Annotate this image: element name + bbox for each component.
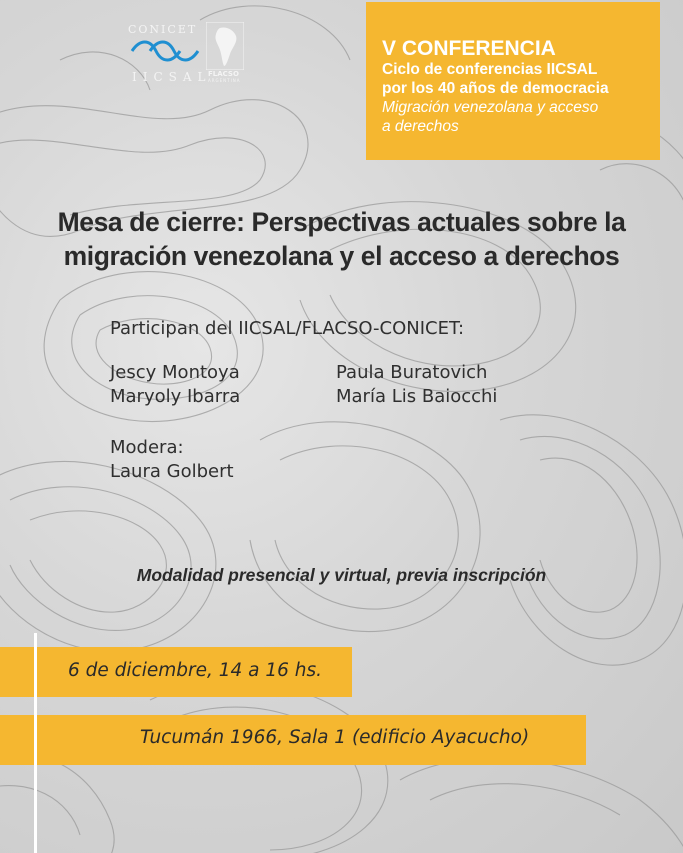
- event-date: 6 de diciembre, 14 a 16 hs.: [68, 660, 323, 681]
- participant-name: Paula Buratovich: [336, 362, 488, 383]
- moderator-name: Laura Golbert: [110, 461, 234, 482]
- topic-line-2: a derechos: [382, 118, 459, 135]
- participant-name: Jescy Montoya: [110, 362, 240, 383]
- participant-name: Maryoly Ibarra: [110, 386, 241, 407]
- page-title: [40, 205, 643, 273]
- conicet-wave-icon: [130, 38, 200, 64]
- cycle-line-2: por los 40 años de democracia: [382, 80, 609, 97]
- flacso-logo-text: FLACSO: [208, 70, 239, 78]
- conicet-logo-text: CONICET: [128, 23, 198, 36]
- participants-heading: Participan del IICSAL/FLACSO-CONICET:: [110, 318, 465, 339]
- conference-number: V CONFERENCIA: [382, 37, 556, 60]
- conference-badge: [366, 2, 660, 160]
- location-band: [0, 715, 586, 765]
- modality-text: Modalidad presencial y virtual, previa inscripción: [136, 565, 547, 585]
- logo-group: [120, 18, 250, 88]
- date-band: [0, 647, 352, 697]
- cycle-line-1: Ciclo de conferencias IICSAL: [382, 61, 598, 78]
- decorative-vertical-line: [34, 633, 37, 853]
- participant-name: María Lis Baiocchi: [336, 386, 498, 407]
- topic-line-1: Migración venezolana y acceso: [382, 99, 599, 116]
- title-line-2: migración venezolana y el acceso a derechos: [63, 241, 620, 271]
- iicsal-logo-text: IICSAL: [132, 70, 212, 84]
- moderator-label: Modera:: [110, 437, 184, 458]
- title-line-1: Mesa de cierre: Perspectivas actuales sobre la: [57, 207, 626, 237]
- flacso-map-icon: [206, 22, 244, 70]
- flacso-logo-subtext: ARGENTINA: [208, 78, 241, 83]
- event-location: Tucumán 1966, Sala 1 (edificio Ayacucho): [140, 727, 530, 748]
